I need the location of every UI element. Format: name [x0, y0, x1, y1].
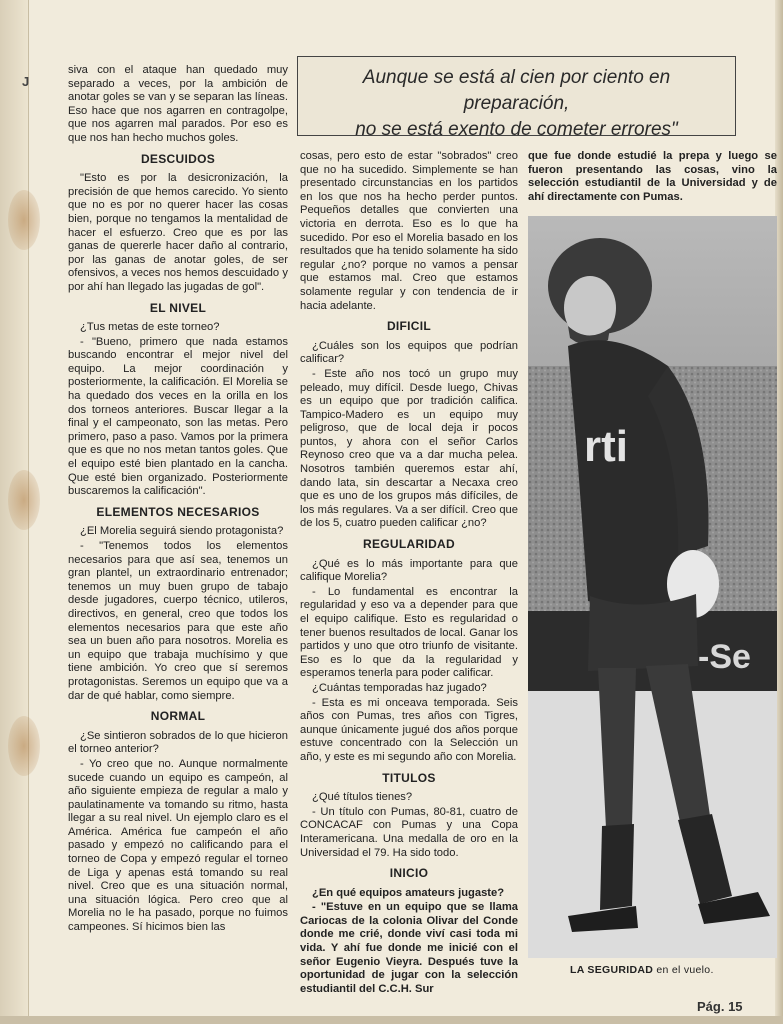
- question-titulos: ¿Qué títulos tienes?: [312, 791, 413, 804]
- paragraph-descuidos: "Esto es por la desicronización, la precisión de que hemos carecido. Yo siento que no es por no querer hacer las cosas bien, porque no tengamos la mentalidad de hacer el esfuerzo. Creo que es por las ganas de quererle hacer daño al contrario, por las ganas de anotar goles, de ser ofensivos, a veces nos hemos descuidado y por ahí han llegado las jugadas de gol".: [68, 172, 288, 293]
- answer-importante: - Lo fundamental es encontrar la regularidad y eso va a depender para que el equipo califique. Esto es regularidad o tener buenos resultados de local. Ganar los partidos y uno que otro triunfo de visitante. Eso es lo que da la regularidad y esperamos tenerla para poder calificar.: [300, 585, 518, 680]
- caption-rest: en el vuelo.: [653, 964, 714, 976]
- answer-amateurs: - "Estuve en un equipo que se llama Cariocas de la colonia Olivar del Conde donde me crié, donde viví casi toda mi vida. Y ahí fue donde me inicié con el señor Eugenio Vieyra. Después tuve la oportunidad de jugar con la selección estudiantil del C.C.H. Sur: [300, 901, 518, 995]
- heading-dificil: DIFICIL: [386, 319, 432, 334]
- answer-equipos-calificar: - Este año nos tocó un grupo muy peleado, muy difícil. Desde luego, Chivas es un equipo que por tradición califica. Tampico-Madero es un equipo muy peligroso, que de local deja ir pocos puntos, y ahora con el señor Carlos Reynoso creo que va a dar mucha pelea. Nosotros también queremos estar ahí, dando lata, sin descartar a Necaxa creo que es uno de los grupos más difíciles, de los más regulares. Va a ser difícil. Creo que de los 5, cuatro pueden calificar ¿no?: [300, 367, 518, 530]
- question-importante: ¿Qué es lo más importante para que califique Morelia?: [300, 557, 518, 584]
- goalkeeper-photo: [528, 216, 777, 958]
- heading-elementos-necesarios: ELEMENTOS NECESARIOS: [96, 504, 260, 519]
- article-column-3: [528, 150, 777, 212]
- heading-titulos: TITULOS: [382, 770, 436, 785]
- staple-stain-middle: [8, 470, 40, 530]
- billboard-text: -Se: [698, 638, 751, 676]
- goalkeeper-illustration: [528, 216, 777, 958]
- heading-descuidos: DESCUIDOS: [140, 151, 216, 166]
- photo-caption: [570, 964, 714, 976]
- margin-mark: J: [22, 74, 30, 89]
- question-metas: ¿Tus metas de este torneo?: [80, 321, 220, 334]
- page-bottom-edge: [0, 1016, 783, 1024]
- heading-inicio: INICIO: [389, 866, 429, 881]
- answer-temporadas: - Esta es mi onceava temporada. Seis años con Pumas, tres años con Tigres, aunque únicamente jugué dos años porque estuve concentrado con la Selección un año, y este es mi segundo año con Morelia.: [300, 696, 518, 763]
- question-protagonista: ¿El Morelia seguirá siendo protagonista?: [80, 525, 284, 538]
- answer-titulos: - Un título con Pumas, 80-81, cuatro de CONCACAF con Pumas y una Copa Interamericana. Una medalla de oro en la Universidad el 79. Ha sido todo.: [300, 805, 518, 859]
- page-number: Pág. 15: [697, 999, 743, 1014]
- paragraph-continued: cosas, pero esto de estar "sobrados" creo que no ha sucedido. Simplemente se han presentado circunstancias en los partidos en los que nos ha hecho perder puntos. Pequeños detalles que convierten una victoria en derrota. Eso es lo que ha sucedido. Por eso el Morelia basado en los resultados que ha tenido solamente ha sido regular ¿no? porque no vamos a pensar que estamos mal. Creo que estamos solamente regular y con tendencia de ir hacia adelante.: [300, 150, 518, 312]
- heading-el-nivel: EL NIVEL: [149, 300, 207, 315]
- pull-quote-line-2: no se está exento de cometer errores": [355, 119, 678, 140]
- staple-stain-bottom: [8, 716, 40, 776]
- answer-protagonista: - "Tenemos todos los elementos necesarios para que así sea, tenemos un gran plantel, un extraordinario entrenador; tenemos un muy buen grupo de tabajo desde jugadores, cuerpo técnico, utileros, directivos, en general, creo que todos los elementos necesarios para que este año sea un buen año para nosotros. Morelia es un equipo que trabaja muchísimo y que tiene ambición. Yo creo que sí seremos protagonistas. Seremos un equipo que va a dar de qué hablar, como siempre.: [68, 540, 288, 702]
- caption-strong: LA SEGURIDAD: [570, 964, 654, 976]
- heading-normal: NORMAL: [150, 709, 206, 724]
- question-temporadas: ¿Cuántas temporadas haz jugado?: [312, 681, 487, 694]
- answer-sobrados: - Yo creo que no. Aunque normalmente sucede cuando un equipo es campeón, al año siguiente empieza de regular a malo y paulatinamente va tomando su ritmo, hasta llegar a su real nivel. Un ejemplo claro es el América. América fue campeón el año pasado y empezó no calificando para el torneo de Copa y empezó regular el torneo de Liga y apenas está tomando su real nivel. Creo que es una situación normal, una situación lógica. Pero creo que al Morelia no le ha pasado, porque no fuimos campeones. Sí hicimos bien las: [68, 757, 288, 934]
- article-column-1: [68, 64, 288, 996]
- question-amateurs: ¿En qué equipos amateurs jugaste?: [312, 886, 505, 899]
- article-column-2: [300, 150, 518, 996]
- jersey-sponsor-text: rti: [584, 422, 628, 471]
- heading-regularidad: REGULARIDAD: [363, 537, 455, 552]
- question-equipos-calificar: ¿Cuáles son los equipos que podrían calificar?: [300, 339, 518, 366]
- paragraph-column-3: que fue donde estudié la prepa y luego se fueron presentando las cosas, vino la selección estudiantil de la Universidad y de ahí directamente con Pumas.: [528, 150, 777, 203]
- staple-stain-top: [8, 190, 40, 250]
- pull-quote-line-1: Aunque se está al cien por ciento en preparación,: [362, 67, 671, 114]
- question-sobrados: ¿Se sintieron sobrados de lo que hicieron el torneo anterior?: [68, 729, 288, 756]
- pull-quote: [297, 56, 736, 140]
- paragraph-intro: siva con el ataque han quedado muy separado a veces, por la ambición de anotar goles se van y se separan las líneas. Eso hace que nos agarren en contragolpe, que nos agarren mal parados. Por eso es que nos han hecho muchos goles.: [68, 64, 288, 144]
- answer-metas: - "Bueno, primero que nada estamos buscando encontrar el mejor nivel del equipo. La mejor coordinación y posteriormente, la calificación. El Morelia se ha quedado dos veces en la orilla en los dos torneos anteriores. Buscar llegar a la final y el campeonato, son las metas. Pero primero, paso a paso. Vamos por la primera que es que no nos metan tantos goles. Que el equipo esté bien plantado en la cancha. Que esté bien organizado. Posteriormente buscaremos la calificación".: [68, 335, 288, 498]
